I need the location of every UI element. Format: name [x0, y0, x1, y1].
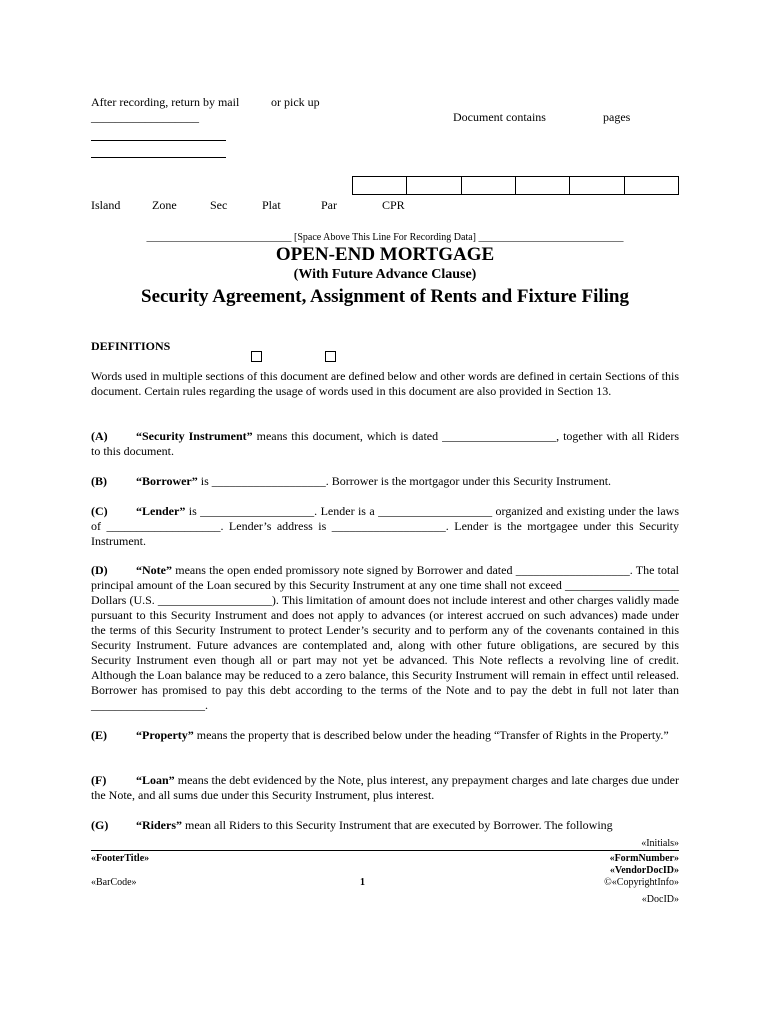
definitions-intro: Words used in multiple sections of this document are defined below and other words are defined in certain Sections of this document. Certain rules regarding the usage of words used in this document are also provided in Section 13. — [91, 369, 679, 398]
checkbox[interactable] — [325, 351, 336, 362]
definition-g-label: (G) — [91, 818, 109, 832]
island-label: Island — [91, 198, 121, 212]
initials-placeholder: «Initials» — [641, 838, 679, 849]
definition-d-term: “Note” — [136, 563, 172, 577]
cpr-label: CPR — [382, 198, 405, 212]
sec-label: Sec — [210, 198, 228, 212]
pages-text: pages — [603, 110, 631, 124]
footer-title: «FooterTitle» — [91, 853, 150, 864]
cpr-box — [625, 177, 678, 194]
definition-e-text: means the property that is described below under the heading “Transfer of Rights in the Property.” — [193, 728, 669, 742]
cpr-box — [570, 177, 624, 194]
address-line-2 — [91, 140, 226, 141]
definition-g — [91, 818, 679, 833]
definitions-heading: DEFINITIONS — [91, 339, 171, 353]
return-address-line: __________________ — [91, 110, 199, 124]
definition-f-term: “Loan” — [136, 773, 175, 787]
checkbox[interactable] — [251, 351, 262, 362]
definition-a-text: means this document, which is dated ___________________, together with all Riders to this document. — [91, 429, 679, 458]
definition-c-term: “Lender” — [136, 504, 186, 518]
page-number: 1 — [360, 877, 365, 888]
footer-rule — [91, 850, 679, 851]
barcode-placeholder: «BarCode» — [91, 877, 137, 888]
document-title: OPEN-END MORTGAGE — [275, 244, 495, 265]
definition-e-term: “Property” — [136, 728, 194, 742]
definition-b-text: is ___________________. Borrower is the mortgagor under this Security Instrument. — [197, 474, 612, 488]
zone-label: Zone — [152, 198, 177, 212]
definition-f — [91, 773, 679, 803]
copyright-info: ©«CopyrightInfo» — [604, 877, 679, 888]
cpr-box — [462, 177, 516, 194]
definition-e — [91, 728, 679, 743]
pick-up-text: or pick up — [271, 95, 320, 109]
form-number: «FormNumber» — [609, 853, 679, 864]
return-by-mail-text: After recording, return by mail — [91, 95, 240, 109]
security-agreement-title: Security Agreement, Assignment of Rents and Fixture Filing — [141, 286, 629, 307]
par-label: Par — [321, 198, 337, 212]
vendor-doc-id: «VendorDocID» — [609, 865, 679, 876]
definition-c-text: is ___________________. Lender is a ___________________ organized and existing under the laws of ___________________. Lender’s address is ___________________. Lender is the mortgagee under this Security Instrument. — [91, 504, 679, 548]
definition-b-label: (B) — [91, 474, 107, 488]
definition-a — [91, 429, 679, 459]
doc-id: «DocID» — [641, 894, 679, 905]
address-line-3 — [91, 157, 226, 158]
definition-f-label: (F) — [91, 773, 107, 787]
space-above-line: _____________________________ [Space Above This Line For Recording Data] _____________________________ — [146, 232, 624, 243]
definition-d — [91, 563, 679, 713]
definition-e-label: (E) — [91, 728, 107, 742]
definition-g-term: “Riders” — [136, 818, 182, 832]
definition-d-label: (D) — [91, 563, 108, 577]
definition-b — [91, 474, 679, 489]
cpr-box — [407, 177, 461, 194]
cpr-box — [353, 177, 407, 194]
definition-b-term: “Borrower” — [136, 474, 198, 488]
definition-d-text: means the open ended promissory note signed by Borrower and dated ___________________. The total principal amount of the Loan secured by this Security Instrument at any one time shall not exceed ___________________ Dollars (U.S. ___________________). This limitation of amount does not include interest and other charges validly made pursuant to this Security Instrument and does not apply to advances (or interest accrued on such advances) made under the terms of this Security Instrument to protect Lender’s security and to perform any of the covenants contained in this Security Instrument. Future advances are contemplated and, along with other future obligations, are secured by this Security Instrument even though all or part may not yet be advanced. This Note reflects a revolving line of credit. Although the Loan balance may be reduced to a zero balance, this Security Instrument will remain in effect until released. Borrower has promised to pay this debt according to the terms of the Note and to pay the debt in full not later than ___________________. — [91, 563, 679, 712]
cpr-number-boxes — [352, 176, 679, 195]
definition-a-term: “Security Instrument” — [136, 429, 253, 443]
document-subtitle: (With Future Advance Clause) — [293, 267, 477, 282]
definition-g-text: mean all Riders to this Security Instrument that are executed by Borrower. The following — [182, 818, 613, 832]
document-contains-text: Document contains — [453, 110, 546, 124]
plat-label: Plat — [262, 198, 281, 212]
definition-c-label: (C) — [91, 504, 108, 518]
definition-a-label: (A) — [91, 429, 108, 443]
cpr-box — [516, 177, 570, 194]
definition-f-text: means the debt evidenced by the Note, plus interest, any prepayment charges and late charges due under the Note, and all sums due under this Security Instrument, plus interest. — [91, 773, 679, 802]
definition-c — [91, 504, 679, 549]
